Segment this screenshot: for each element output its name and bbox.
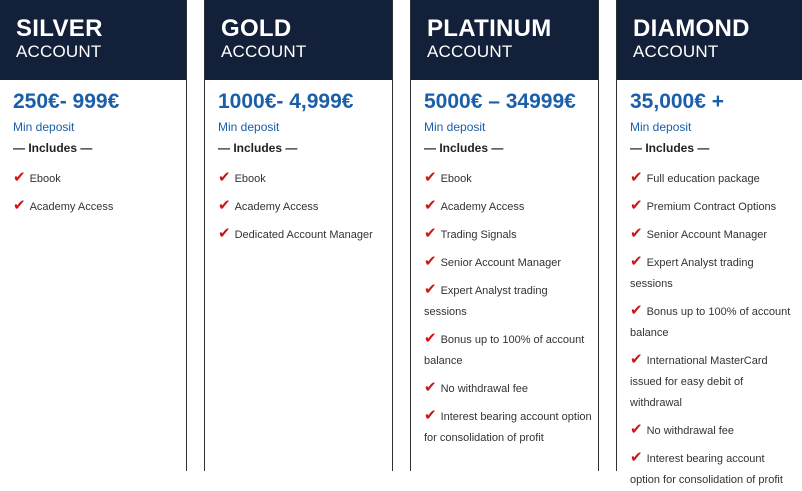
feature-text: Dedicated Account Manager — [234, 229, 373, 241]
feature-text: Senior Account Manager — [646, 229, 768, 241]
feature-item — [13, 195, 180, 218]
feature-item — [218, 195, 386, 218]
feature-list — [424, 167, 592, 449]
feature-text: Expert Analyst trading sessions — [424, 285, 548, 318]
check-icon: ✔ — [630, 302, 643, 319]
min-deposit-label: Min deposit — [13, 120, 75, 134]
feature-item — [630, 195, 796, 218]
feature-item — [630, 447, 796, 491]
feature-list — [13, 167, 180, 218]
check-icon: ✔ — [630, 169, 643, 186]
plan-card-silver — [0, 0, 187, 471]
feature-text: Senior Account Manager — [440, 257, 562, 269]
feature-text: Interest bearing account option for consolidation of profit — [424, 411, 592, 444]
check-icon: ✔ — [424, 169, 437, 186]
plan-tier: GOLD — [221, 15, 292, 42]
check-icon: ✔ — [13, 169, 26, 186]
plan-header — [411, 0, 598, 80]
plan-card-diamond — [616, 0, 802, 486]
check-icon: ✔ — [630, 449, 643, 466]
feature-item — [424, 223, 592, 246]
plan-tier: SILVER — [16, 15, 103, 42]
check-icon: ✔ — [424, 407, 437, 424]
includes-label: — Includes — — [13, 141, 93, 155]
feature-item — [218, 167, 386, 190]
check-icon: ✔ — [218, 197, 231, 214]
check-icon: ✔ — [630, 421, 643, 438]
feature-text: International MasterCard issued for easy debit of withdrawal — [630, 355, 768, 409]
feature-text: Academy Access — [440, 201, 525, 213]
check-icon: ✔ — [424, 330, 437, 347]
min-deposit-label: Min deposit — [218, 120, 280, 134]
feature-item — [424, 167, 592, 190]
feature-item — [13, 167, 180, 190]
check-icon: ✔ — [630, 351, 643, 368]
check-icon: ✔ — [424, 379, 437, 396]
feature-text: Academy Access — [29, 201, 114, 213]
check-icon: ✔ — [424, 253, 437, 270]
plan-price: 1000€- 4,999€ — [218, 90, 354, 113]
feature-text: Bonus up to 100% of account balance — [630, 306, 791, 339]
feature-text: No withdrawal fee — [440, 383, 529, 395]
feature-list — [218, 167, 386, 246]
feature-text: No withdrawal fee — [646, 425, 735, 437]
check-icon: ✔ — [424, 197, 437, 214]
check-icon: ✔ — [13, 197, 26, 214]
plan-card-gold — [204, 0, 393, 471]
feature-text: Expert Analyst trading sessions — [630, 257, 754, 290]
plan-price: 5000€ – 34999€ — [424, 90, 576, 113]
feature-text: Interest bearing account option for consolidation of profit — [630, 453, 783, 486]
feature-text: Bonus up to 100% of account balance — [424, 334, 585, 367]
feature-item — [630, 167, 796, 190]
plan-header — [617, 0, 802, 80]
feature-item — [424, 195, 592, 218]
feature-item — [424, 251, 592, 274]
check-icon: ✔ — [218, 225, 231, 242]
check-icon: ✔ — [424, 225, 437, 242]
feature-item — [630, 251, 796, 295]
feature-text: Premium Contract Options — [646, 201, 777, 213]
feature-text: Academy Access — [234, 201, 319, 213]
check-icon: ✔ — [218, 169, 231, 186]
feature-item — [630, 419, 796, 442]
feature-item — [630, 349, 796, 414]
feature-item — [630, 300, 796, 344]
min-deposit-label: Min deposit — [424, 120, 486, 134]
plan-account-label: ACCOUNT — [633, 42, 719, 61]
check-icon: ✔ — [630, 253, 643, 270]
feature-text: Trading Signals — [440, 229, 517, 241]
feature-item — [218, 223, 386, 246]
min-deposit-label: Min deposit — [630, 120, 692, 134]
plan-account-label: ACCOUNT — [16, 42, 102, 61]
plan-tier: DIAMOND — [633, 15, 750, 42]
plan-tier: PLATINUM — [427, 15, 552, 42]
includes-label: — Includes — — [424, 141, 504, 155]
plan-account-label: ACCOUNT — [221, 42, 307, 61]
feature-item — [424, 377, 592, 400]
feature-text: Ebook — [29, 173, 61, 185]
check-icon: ✔ — [630, 197, 643, 214]
feature-item — [630, 223, 796, 246]
plan-card-platinum — [410, 0, 599, 471]
check-icon: ✔ — [424, 281, 437, 298]
feature-item — [424, 279, 592, 323]
includes-label: — Includes — — [218, 141, 298, 155]
includes-label: — Includes — — [630, 141, 710, 155]
plan-header — [0, 0, 186, 80]
feature-text: Ebook — [234, 173, 266, 185]
feature-text: Ebook — [440, 173, 472, 185]
feature-list — [630, 167, 796, 491]
plan-account-label: ACCOUNT — [427, 42, 513, 61]
feature-item — [424, 405, 592, 449]
feature-item — [424, 328, 592, 372]
plan-price: 250€- 999€ — [13, 90, 120, 113]
plan-header — [205, 0, 392, 80]
check-icon: ✔ — [630, 225, 643, 242]
feature-text: Full education package — [646, 173, 760, 185]
plan-price: 35,000€ + — [630, 90, 725, 113]
